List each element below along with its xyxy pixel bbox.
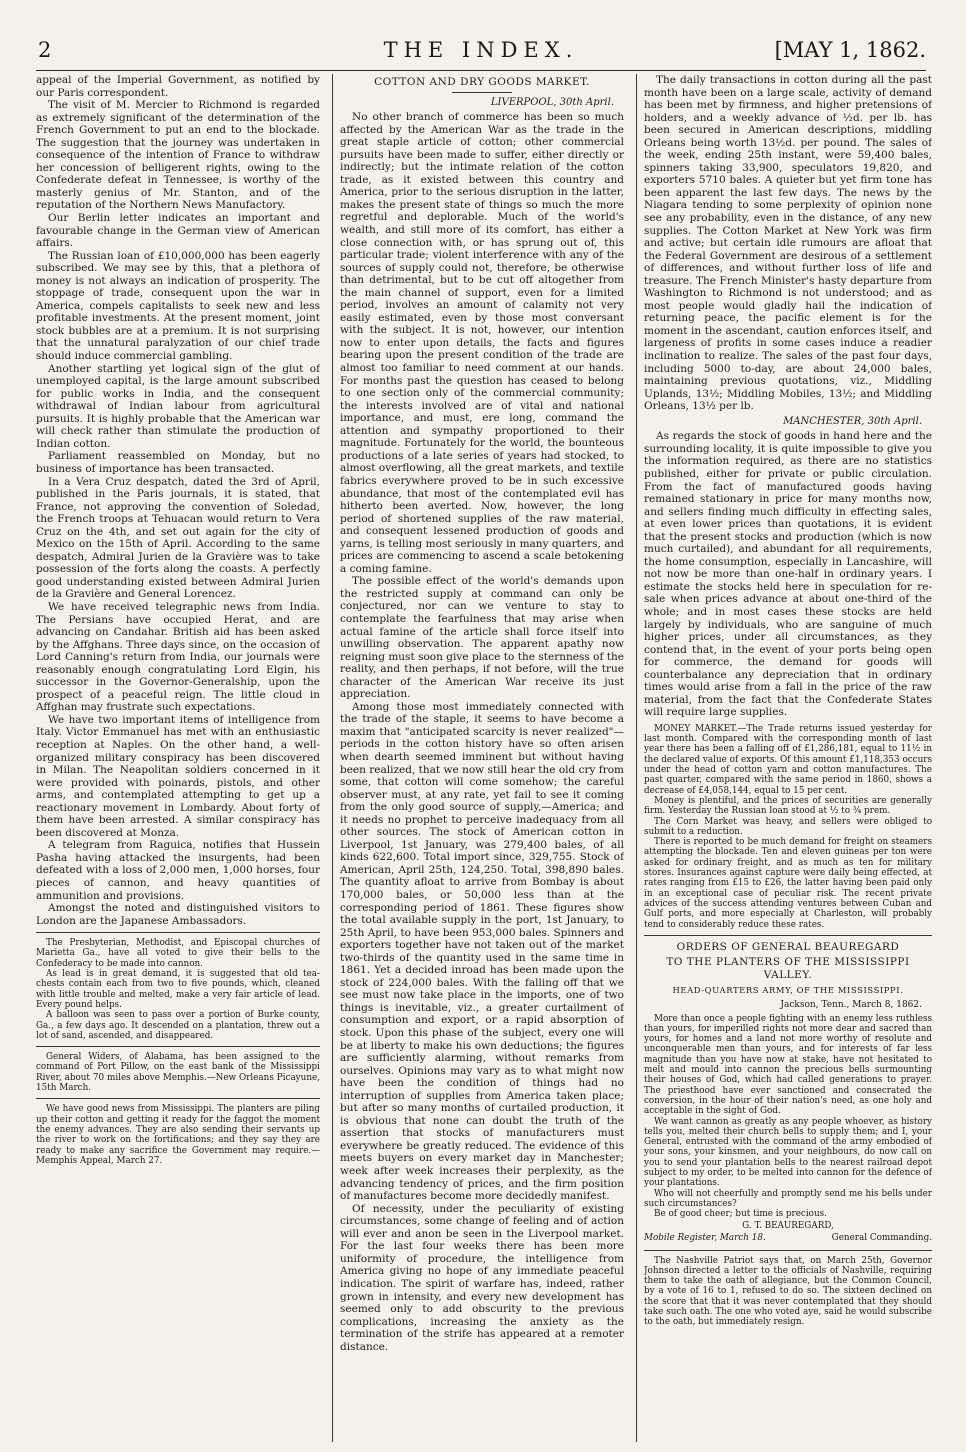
- masthead: [36, 38, 926, 71]
- article-paragraph: Amongst the noted and distinguished visitors to London are the Japanese Ambassadors.: [36, 902, 320, 927]
- news-item: General Widers, of Alabama, has been assigned to the command of Port Pillow, on the east bank of the Mississippi River, about 70 miles above Memphis.—New Orleans Picayune, 15th March.: [36, 1052, 320, 1094]
- article-paragraph: Parliament reassembled on Monday, but no business of importance has been transacted.: [36, 450, 320, 475]
- column-2: [340, 74, 624, 1440]
- column-1: [36, 74, 320, 1440]
- newspaper-title: THE INDEX.: [383, 38, 579, 62]
- article-paragraph: Of necessity, under the peculiarity of existing circumstances, some change of feeling and of action will ever and anon be seen in the Liverpool market. For the last four weeks there has been more uniformity of procedure, the intelligence from America giving no hope of any immediate peaceful indication. The spirit of warfare has, indeed, rather grown in intensity, and every new development has seemed only to add obscurity to the previous complications, increasing the anxiety as the termination of the strife has appeared at a remoter distance.: [340, 1202, 624, 1353]
- issue-date: [MAY 1, 1862.: [774, 38, 926, 62]
- page-number: 2: [38, 38, 52, 62]
- orders-source: Mobile Register, March 18.: [644, 1233, 766, 1244]
- money-market-item: The Corn Market was heavy, and sellers were obliged to submit to a reduction.: [644, 816, 932, 837]
- orders-paragraph: More than once a people fighting with an enemy less ruthless than yours, for imperilled rights not more dear and sacred than yours, for homes and a land not more worthy of resolute and unconquerable men than yours, and for interests of far less magnitude than you have now at stake, have not hesitated to melt and mould into cannon the precious bells surmounting their houses of God, which had called generations to prayer. The priesthood have ever sanctioned and consecrated the conversion, in the hour of their nation's need, as one holy and acceptable in the sight of God.: [644, 1013, 932, 1117]
- news-item: We have good news from Mississippi. The planters are piling up their cotton and getting it ready for the faggot the moment the enemy advances. They are also sending their servants up the river to work on the fortifications; and they say they are ready to make any sacrifice the Government may require.—Memphis Appeal, March 27.: [36, 1104, 320, 1166]
- column-3: [644, 74, 932, 1440]
- section-divider: [36, 1046, 320, 1047]
- orders-source-line: [644, 1232, 932, 1245]
- orders-subheading: TO THE PLANTERS OF THE MISSISSIPPI VALLEY.: [666, 956, 910, 981]
- section-divider: [36, 1098, 320, 1099]
- article-paragraph: In a Vera Cruz despatch, dated the 3rd of April, published in the Paris journals, it is stated, that France, not approving the convention of Soledad, the French troops at Tehuacan would return to Vera Cruz on the 4th, and set out again for the city of Mexico on the 15th of April. According to the same despatch, Admiral Jurien de la Gravière was to take possession of the forts along the coasts. A perfectly good understanding existed between Admiral Jurien de la Gravière and General Lorencez.: [36, 475, 320, 601]
- article-paragraph: appeal of the Imperial Government, as notified by our Paris correspondent.: [36, 74, 320, 99]
- section-divider: [644, 1250, 932, 1251]
- orders-signature: G. T. BEAUREGARD,: [742, 1220, 834, 1231]
- article-dateline: MANCHESTER, 30th April.: [783, 415, 922, 427]
- section-divider: [644, 935, 932, 936]
- orders-rank: General Commanding.: [831, 1233, 932, 1244]
- article-paragraph: We have received telegraphic news from India. The Persians have occupied Herat, and are advancing on Candahar. British aid has been asked by the Affghans. Three days since, on the occasion of Lord Canning's return from India, our journals were reasonably enough congratulating Lord Elgin, his successor in the Governor-Generalship, upon the prospect of a peaceful reign. The little cloud in Affghan may frustrate such expectations.: [36, 600, 320, 714]
- article-paragraph: No other branch of commerce has been so much affected by the American War as the trade in the great staple article of cotton; other commercial pursuits have been made to suffer, either directly or indirectly; but the intimate relation of the cotton trade, as it existed between this country and America, prior to the serious disruption in the latter, makes the present state of things so much the more regretful and deplorable. Much of the world's wealth, and still more of its comfort, has either a close connection with, or has sprung out of, this particular trade; violent interference with any of the sources of supply could not, therefore, be otherwise than detrimental, but to be cut off altogether from the main channel of support, even for a limited period, involves an amount of calamity not very easily estimated, even by those most conversant with the subject. It is not, however, our intention now to enter upon details, the facts and figures bearing upon the present condition of the trade are almost too familiar to need comment at our hands. For months past the question has ceased to belong to one section only of the commercial community; the interests involved are of vital and national importance, and must, ere long, command the attention and sympathy proportioned to their magnitude. Fortunately for the world, the bounteous productions of a late series of years had stocked, to almost overflowing, all the great markets, and textile fabrics everywhere proved to be in such excessive abundance, that most of the contemplated evil has hitherto been averted. Now, however, the long period of shortened supplies of the raw material, and consequent lessened production of goods and yarns, is telling most seriously in many quarters, and prices are commencing to ascend a scale betokening a coming famine.: [340, 111, 624, 575]
- news-item: As lead is in great demand, it is suggested that old tea-chests contain each from two to five pounds, which, cleaned with little trouble and melted, make a very fair article of lead. Every pound helps.: [36, 969, 320, 1010]
- article-paragraph: Among those most immediately connected with the trade of the staple, it seems to have become a maxim that "anticipated scarcity is never realized"—periods in the cotton history have so often arisen when dearth seemed imminent but without having been realized, that we now still hear the old cry from some, that cotton will come somehow; the careful observer must, at any rate, yet fail to see it coming from the only good source of supply,—America; and it needs no prophet to perceive inadequacy from all other sources. The stock of American cotton in Liverpool, 1st January, was 279,400 bales, of all kinds 622,600. Total import since, 329,755. Stock of American, April 25th, 124,250. Total, 398,890 bales. The quantity afloat to arrive from Bombay is about 170,000 bales, or 50,000 less than at the corresponding period of 1861. These figures show the total available supply in the port, 1st January, to 25th April, to have been 953,000 bales. Spinners and exporters together have not taken out of the market two-thirds of the quantity used in the same time in 1861. Yet a decided inroad has been made upon the stock of 224,000 bales. With the falling off that we see must now take place in the imports, one of two things is inevitable, viz., a greater curtailment of consumption and export, or a rapid absorption of stock. Upon this phase of the subject, every one will be at liberty to make his own deductions; the figures are sufficiently alarming, without remarks from ourselves. Opinions may vary as to what might now have been the condition of things had no interruption of supplies from America taken place; but after so many months of curtailed production, it is obvious that none can doubt the truth of the assertion that stocks of manufacturers must everywhere be greatly reduced. The evidence of this meets buyers on every market day in Manchester; week after week increases their perplexity, as the advancing tendency of prices, and the firm position of manufactures become more decidedly manifest.: [340, 700, 624, 1203]
- article-paragraph: Our Berlin letter indicates an important and favourable change in the German view of American affairs.: [36, 212, 320, 250]
- column-rule-2: [636, 74, 637, 1442]
- orders-paragraph: Be of good cheer; but time is precious.: [654, 1209, 827, 1220]
- money-market-item: There is reported to be much demand for freight on steamers attempting the blockade. Ten and eleven guineas per ton were asked for ordinary freight, and as much as ten for military stores. Insurances against capture were daily being effected, at rates ranging from £15 to £26, the latter having been paid only in an exceptional case of peculiar risk. The recent private advices of the success attending ventures between Cuban and Gulf ports, and more especially at Charleston, will probably tend to considerably reduce these rates.: [644, 837, 932, 930]
- news-items-block: [644, 1256, 932, 1328]
- article-paragraph: A telegram from Raguica, notifies that Hussein Pasha having attacked the insurgents, had been defeated with a loss of 2,000 men, 1,000 horses, four pieces of cannon, and heavy quantities of ammunition and provisions.: [36, 839, 320, 902]
- article-paragraph: The possible effect of the world's demands upon the restricted supply at command can only be conjectured, nor can we venture to stay to contemplate the fearfulness that may arise when actual famine of the article shall force itself into unwilling observation. The apparent apathy now reigning must soon give place to the sternness of the reality, and then perhaps, if not before, will the true character of the American War receive its just appreciation.: [340, 575, 624, 701]
- news-items-block: [36, 1052, 320, 1093]
- money-market-item: Money is plentiful, and the prices of securities are generally firm. Yesterday the Russian loan stood at ½ to ¾ prem.: [644, 795, 932, 817]
- article-paragraph: As regards the stock of goods in hand here and the surrounding locality, it is quite impossible to give you the information required, as there are no statistics published, either for private or public circulation. From the fact of manufactured goods having remained stationary in price for many months now, and sellers finding much difficulty in effecting sales, at even lower prices than quotations, it is evident that the present stocks and production (which is now much curtailed), and abundant for all requirements, the home consumption, especially in Lancashire, will not now be more than one-half in ordinary years. I estimate the stocks held here in speculation for re-sale when prices advance at about one-third of the whole; and in most cases these stocks are held largely by individuals, who are sanguine of much higher prices, under all circumstances, as they contend that, in the event of your ports being open for commerce, the demand for goods will counterbalance any depreciation that in ordinary times would arise from a fall in the price of the raw material, from the fact that the Confederate States will require large supplies.: [644, 430, 932, 719]
- orders-headquarters: HEAD-QUARTERS ARMY, OF THE MISSISSIPPI.: [672, 985, 904, 996]
- article-paragraph: Another startling yet logical sign of the glut of unemployed capital, is the large amount subscribed for public works in India, and the consequent withdrawal of Indian labour from agricultural pursuits. It is highly probable that the American war will check rather than stimulate the production of Indian cotton.: [36, 362, 320, 450]
- orders-place-date: Jackson, Tenn., March 8, 1862.: [780, 1000, 922, 1011]
- article-paragraph: The visit of M. Mercier to Richmond is regarded as extremely significant of the determination of the French Government to put an end to the blockade. The suggestion that the journey was undertaken in consequence of the intention of France to withdraw her concession of belligerent rights, owing to the Confederate defeat in Tennessee, is worthy of the masterly genius of Mr. Stanton, and of the reputation of the Northern News Manufactory.: [36, 99, 320, 212]
- column-rule-1: [332, 74, 333, 1442]
- money-market-item: MONEY MARKET.—The Trade returns issued yesterday for last month. Compared with the corresponding month of last year there has been a falling off of £1,286,181, equal to 11½ in the declared value of exports. Of this amount £1,118,353 occurs under the head of cotton yarn and cotton manufactures. The past quarter, compared with the same period in 1860, shows a decrease of £4,058,144, equal to 15 per cent.: [644, 723, 932, 796]
- news-item: The Presbyterian, Methodist, and Episcopal churches of Marietta Ga., have all voted to give their bells to the Confederacy to be made into cannon.: [36, 938, 320, 969]
- heading-rule: [452, 92, 512, 93]
- money-market-block: [644, 724, 932, 930]
- news-item: A balloon was seen to pass over a portion of Burke county, Ga., a few days ago. It descended on a plantation, threw out a lot of sand, ascended, and disappeared.: [36, 1010, 320, 1041]
- section-divider: [36, 932, 320, 933]
- news-item: The Nashville Patriot says that, on March 25th, Governor Johnson directed a letter to the officials of Nashville, requiring them to take the oath of allegiance, but the Common Council, by a vote of 16 to 1, refused to do so. The sixteen declined on the score that that it was never contemplated that they should take such oath. The one who voted aye, said he would subscribe to the oath, but immediately resign.: [644, 1255, 932, 1328]
- article-paragraph: We have two important items of intelligence from Italy. Victor Emmanuel has met with an enthusiastic reception at Naples. On the other hand, a well-organized military conspiracy has been discovered in Milan. The Neapolitan soldiers concerned in it were provided with poinards, pistols, and other arms, and contemplated attempting to get up a reactionary movement in Lombardy. About forty of them have been arrested. A similar conspiracy has been discovered at Monza.: [36, 713, 320, 839]
- orders-paragraph: Who will not cheerfully and promptly send me his bells under such circumstances?: [644, 1188, 932, 1209]
- orders-paragraph: We want cannon as greatly as any people whoever, as history tells you, melted their church bells to supply them; and I, your General, entrusted with the command of the army embodied of your sons, your kinsmen, and your neighbours, do now call on you to send your plantation bells to the nearest railroad depot subject to my order, to be melted into cannon for the defence of your plantations.: [644, 1116, 932, 1189]
- article-dateline: LIVERPOOL, 30th April.: [490, 96, 614, 108]
- article-paragraph: The daily transactions in cotton during all the past month have been on a large scale, activity of demand has been met by firmness, and higher pretensions of holders, and a weekly advance of ½d. per lb. has been secured in American descriptions, middling Orleans being worth 13½d. per pound. The sales of the week, ending 25th instant, were 59,400 bales, spinners taking 33,900, speculators 19,820, and exporters 5710 bales. A quieter but yet firm tone has been apparent the last few days. The news by the Niagara tending to some perplexity of opinion none see any probability, even in the distance, of any new supplies. The Cotton Market at New York was firm and active; but certain idle rumours are afloat that the Federal Government are desirous of a settlement of differences, and without further loss of life and treasure. The French Minister's hasty departure from Washington to Richmond is not understood; and as most people would gladly hail the indication of returning peace, the pacific element is for the moment in the ascendant, caution enforces itself, and largeness of profits in some cases induce a readier inclination to realize. The sales of the past four days, including 5000 to-day, are about 24,000 bales, maintaining previous quotations, viz., Middling Uplands, 13½; Middling Mobiles, 13½; and Middling Orleans, 13½ per lb.: [644, 74, 932, 413]
- orders-heading: ORDERS OF GENERAL BEAUREGARD: [676, 940, 900, 953]
- orders-body: [644, 1014, 932, 1220]
- article-paragraph: The Russian loan of £10,000,000 has been eagerly subscribed. We may see by this, that a plethora of money is not always an indication of prosperity. The stoppage of trade, consequent upon the war in America, compels capitalists to seek new and less profitable investments. At the present moment, joint stock bubbles are at a premium. It is not surprising that the unnatural paralyzation of our chief trade should induce commercial gambling.: [36, 249, 320, 363]
- article-heading: COTTON AND DRY GOODS MARKET.: [374, 76, 590, 88]
- news-items-block: [36, 938, 320, 1041]
- news-items-block: [36, 1104, 320, 1166]
